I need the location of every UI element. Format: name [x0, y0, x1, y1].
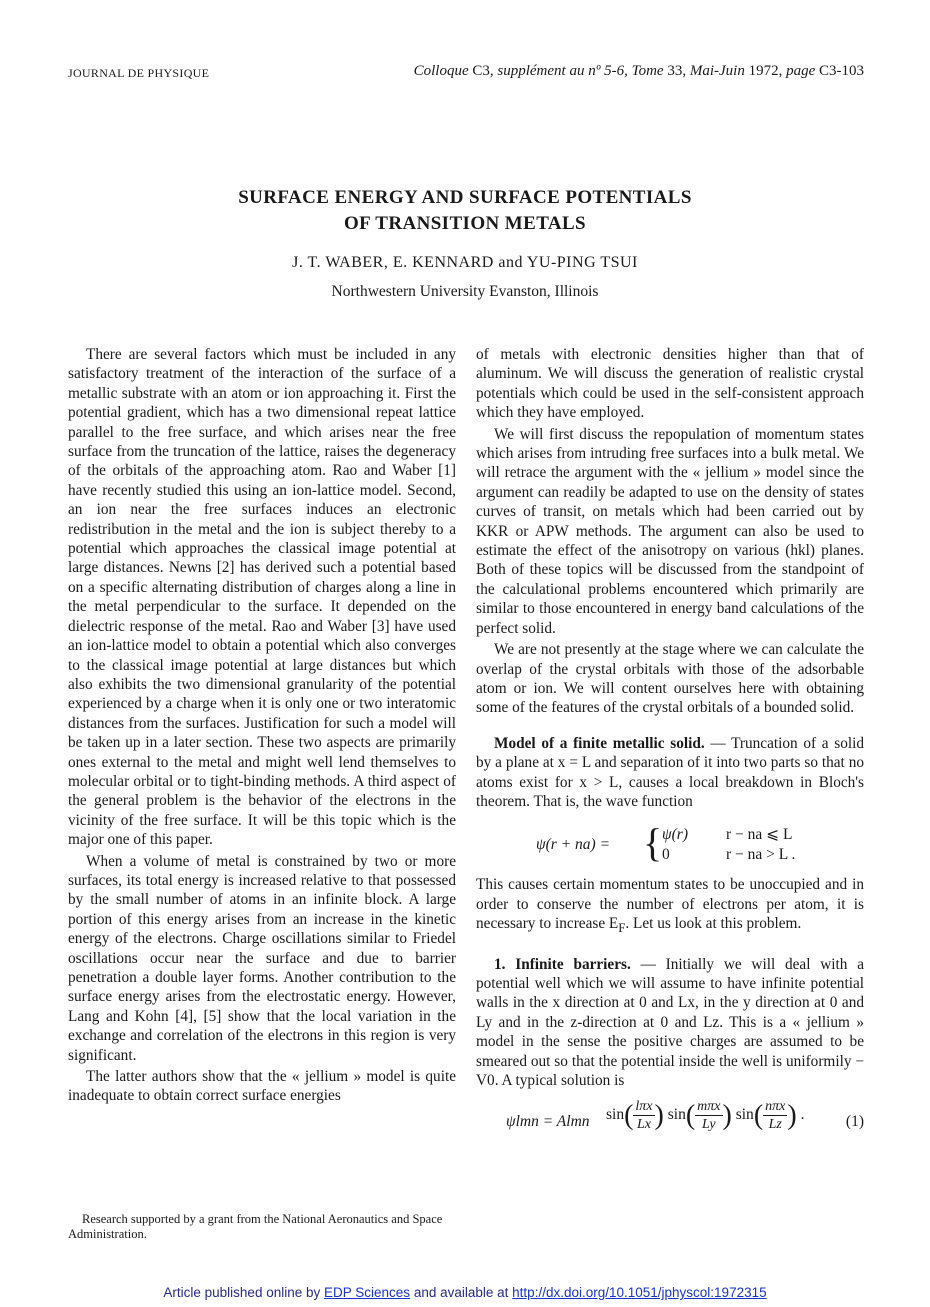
section-heading: 1. Infinite barriers. — [494, 955, 631, 973]
paragraph: This causes certain momentum states to be unoccupied and in order to conserve the number of electrons per atom, it is necessary to increase $E_F$. Let us look at this problem. — [476, 876, 864, 936]
publication-footer: Article published online by EDP Sciences and available at http://dx.doi.org/10.1051/jphyscol:1972315 — [163, 1285, 767, 1300]
right-column — [476, 345, 864, 1146]
doi-link[interactable]: http://dx.doi.org/10.1051/jphyscol:1972315 — [512, 1285, 767, 1300]
section-model: Model of a finite metallic solid. — Truncation of a solid by a plane at x = L and separation of it into two parts so that no atoms exist for x > L, causes a local breakdown in Bloch's theorem. That is, the wave function — [476, 734, 864, 810]
authors: J. T. WABER, E. KENNARD and YU-PING TSUI — [292, 254, 638, 271]
footnote: Research supported by a grant from the National Aeronautics and Space Administration. — [68, 1212, 443, 1241]
equation-1: ψlmn = Almn sin( $\frac{\text{lπx}}{Lx}$ ) sin( $\frac{\text{mπx}}{Ly}$ ) sin( $\frac{\text{nπx}}{Lz}$ ) . (1) — [506, 1099, 864, 1133]
section-infinite-barriers: 1. Infinite barriers. — Initially we will deal with a potential well which we will assume to have infinite potential walls in the x direction at 0 and Lx, in the y direction at 0 and Ly and in the z-direction at 0 and Lz. This is a « jellium » model in the sense the positive charges are assumed to be smeared out so that the potential inside the well is uniformily − V0. A typical solution is — [476, 955, 864, 1090]
affiliation: Northwestern University Evanston, Illinois — [331, 283, 599, 300]
paragraph: We will first discuss the repopulation of momentum states which arises from intruding free surfaces into a bulk metal. We will retrace the argument with the « jellium » model since the argument can readily be adapted to use on the density of states curves of transit, on metals which had been carried out by KKR or APW methods. The argument can also be used to estimate the effect of the anisotropy on various (hkl) planes. Both of these topics will be discussed from the standpoint of the calculational problems encountered which primarily are similar to those encountered in energy band calculations of the perfect solid. — [476, 425, 864, 637]
paper-title: SURFACE ENERGY AND SURFACE POTENTIALS OF TRANSITION METALS — [238, 187, 692, 234]
section-heading: Model of a finite metallic solid. — [494, 734, 705, 752]
equation-number: (1) — [845, 1113, 864, 1131]
paragraph: of metals with electronic densities higher than that of aluminum. We will discuss the generation of realistic crystal potentials which could be used in the self-consistent approach which they have employed. — [476, 346, 864, 422]
paragraph: When a volume of metal is constrained by two or more surfaces, its total energy is increased relative to that possessed by the small number of atoms in an infinite block. A large portion of this energy arises from an increase in the kinetic energy of the electrons. Charge oscillations similar to Friedel oscillations occur near the surface and due to barrier penetration a double layer forms. Another contribution to the surface energy arises from the electrostatic energy. However, Lang and Kohn [4], [5] show that the local variation in the exchange and correlation of the electrons in this region is very significant. — [68, 852, 456, 1064]
equation-wavefunction: ψ(r + na) = { ψ(r) 0 r − na ⩽ L r − na > L . — [536, 820, 796, 866]
publisher-link[interactable]: EDP Sciences — [324, 1285, 411, 1300]
colloque-citation: Colloque C3, supplément au nº 5-6, Tome 33, Mai-Juin 1972, page C3-103 — [413, 63, 864, 79]
left-column — [68, 345, 456, 1106]
paragraph: We are not presently at the stage where we can calculate the overlap of the crystal orbitals with those of the adsorbable atom or ion. We will content ourselves here with obtaining some of the features of the crystal orbitals of a bounded solid. — [476, 641, 864, 717]
paragraph: There are several factors which must be included in any satisfactory treatment of the interaction of the surface of a metallic substrate with an atom or ion approaching it. First the potential gradient, which has a two dimensional repeat lattice parallel to the free surface, and which arises near the free surface from the truncation of the lattice, raises the degeneracy of the orbitals of the approaching atom. Rao and Waber [1] have recently studied this using an ion-lattice model. Second, an ion near the free surfaces induces an electronic redistribution in the metal and the ion is subject thereby to a potential which approaches the classical image potential at large distances. Newns [2] has derived such a potential based on a specific alternating distribution of charges along a line in the metal perpendicular to the surface. It depended on the dielectric response of the metal. Rao and Waber [3] have used an ion-lattice model to obtain a potential which also converges to the classical image potential at large distances but which also exhibits the two dimensional granularity of the potential experienced by a charge when it is only one or two interatomic distances from the surfaces. Justification for such a model will be taken up in a later section. These two aspects are primarily ones external to the metal and might well lend themselves to molecular orbital or to tight-binding methods. A third aspect of the general problem is the behavior of the electrons in the vicinity of the free surface. It will be this topic which is the major one of this paper. — [68, 346, 456, 849]
journal-name: JOURNAL DE PHYSIQUE — [68, 66, 210, 80]
paragraph: The latter authors show that the « jellium » model is quite inadequate to obtain correct surface energies — [68, 1068, 456, 1105]
